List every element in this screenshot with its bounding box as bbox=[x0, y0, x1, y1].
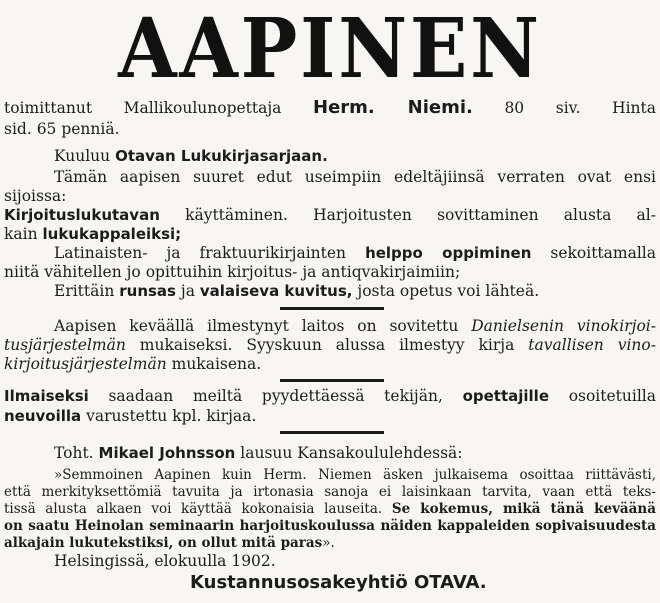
advantage-text: Erittäin bbox=[54, 282, 120, 300]
edition-system-name: tusjärjestelmän bbox=[4, 336, 126, 354]
quote-line-5 bbox=[4, 533, 660, 553]
advantage-text: ja bbox=[175, 282, 200, 300]
section-divider bbox=[280, 307, 384, 310]
page-title: AAPINEN bbox=[118, 1, 542, 97]
free-line-2 bbox=[4, 406, 660, 426]
advantages-line-7 bbox=[54, 281, 660, 301]
free-keyword: neuvoilla bbox=[4, 407, 82, 425]
advantages-line-6: niitä vähitellen jo opittuihin kirjoitus- ja antiqvakirjaimiin; bbox=[4, 263, 461, 281]
edition-line-1 bbox=[54, 316, 656, 336]
advantage-keyword: lukukappaleiksi; bbox=[42, 225, 182, 243]
series-name: Otavan Lukukirjasarjaan. bbox=[115, 147, 328, 165]
review-text: lausuu Kansakoululehdessä: bbox=[235, 444, 463, 462]
publisher-line bbox=[190, 573, 660, 593]
free-keyword: Ilmaiseksi bbox=[4, 387, 89, 405]
section-divider bbox=[280, 431, 384, 434]
edition-text: mukaisena. bbox=[166, 355, 262, 373]
series-prefix: Kuuluu bbox=[54, 147, 116, 165]
advantage-text: josta opetus voi lähteä. bbox=[352, 282, 540, 300]
advantage-keyword: valaiseva kuvitus, bbox=[199, 282, 353, 300]
reviewer-name: Mikael Johnsson bbox=[98, 444, 236, 462]
edition-line-3 bbox=[4, 354, 660, 374]
edition-line-2 bbox=[4, 335, 656, 355]
quote-emphasis: alkajain lukutekstiksi, on ollut mitä paras bbox=[4, 535, 323, 551]
free-text: varustettu kpl. kirjaa. bbox=[81, 407, 257, 425]
advantage-text: sekoittamalla bbox=[531, 244, 656, 262]
free-text: osoitetuilla bbox=[549, 387, 656, 405]
advantage-keyword: Kirjoituslukutavan bbox=[4, 206, 160, 224]
publisher-name: Kustannusosakeyhtiö OTAVA. bbox=[190, 572, 487, 593]
advantages-line-4 bbox=[4, 224, 660, 244]
edition-system-name: Danielsenin vinokirjoi- bbox=[471, 317, 656, 335]
free-keyword: opettajille bbox=[462, 387, 549, 405]
review-intro bbox=[54, 443, 660, 463]
advantage-text: Latinaisten- ja fraktuurikirjainten bbox=[54, 244, 366, 262]
advantages-line-3 bbox=[4, 205, 656, 225]
advantages-line-2: sijoissa: bbox=[4, 187, 67, 205]
place-date: Helsingissä, elokuulla 1902. bbox=[54, 552, 276, 570]
advantage-keyword: helppo oppiminen bbox=[365, 244, 532, 262]
free-line-1 bbox=[4, 386, 656, 406]
edition-text: Aapisen keväällä ilmestynyt laitos on sovitettu bbox=[54, 317, 472, 335]
advantage-text: käyttäminen. Harjoitusten sovittaminen alusta al- bbox=[159, 206, 656, 224]
quote-emphasis: Se kokemus, mikä tänä keväänä bbox=[391, 501, 656, 517]
series-line bbox=[54, 146, 660, 166]
advantage-text: kain bbox=[4, 225, 43, 243]
edition-system-name: tavallisen vino- bbox=[528, 336, 656, 354]
quote-text: ». bbox=[322, 535, 335, 551]
quote-text: tissä alusta alkaen voi käyttää kokonaisia lauseita. bbox=[4, 501, 392, 517]
intro-text: toimittanut Mallikoulunopettaja bbox=[4, 99, 313, 117]
intro-line-1 bbox=[4, 98, 656, 118]
review-text: Toht. bbox=[54, 444, 99, 462]
intro-line-2: sid. 65 penniä. bbox=[4, 120, 120, 138]
author-name: Herm. Niemi. bbox=[313, 97, 473, 118]
advantage-keyword: runsas bbox=[119, 282, 176, 300]
intro-price-label: 80 siv. Hinta bbox=[472, 99, 656, 117]
section-divider bbox=[280, 379, 384, 382]
edition-system-name: kirjoitusjärjestelmän bbox=[4, 355, 167, 373]
quote-line-1: »Semmoinen Aapinen kuin Herm. Niemen äsken julkaisema osoittaa riittävästi, bbox=[54, 467, 656, 483]
edition-text: mukaiseksi. Syyskuun alussa ilmestyy kirja bbox=[125, 336, 529, 354]
quote-emphasis: on saatu Heinolan seminaarin harjoituskoulussa näiden kappaleiden sopivaisuudesta bbox=[4, 518, 656, 534]
advantages-line-5 bbox=[54, 243, 656, 263]
free-text: saadaan meiltä pyydettäessä tekijän, bbox=[88, 387, 463, 405]
advantages-line-1: Tämän aapisen suuret edut useimpiin edeltäjiinsä verraten ovat ensi bbox=[54, 168, 656, 186]
quote-line-2: että merkityksettömiä tavuita ja irtonasia sanoja ei laisinkaan tarvita, vaan että teks- bbox=[4, 484, 656, 500]
